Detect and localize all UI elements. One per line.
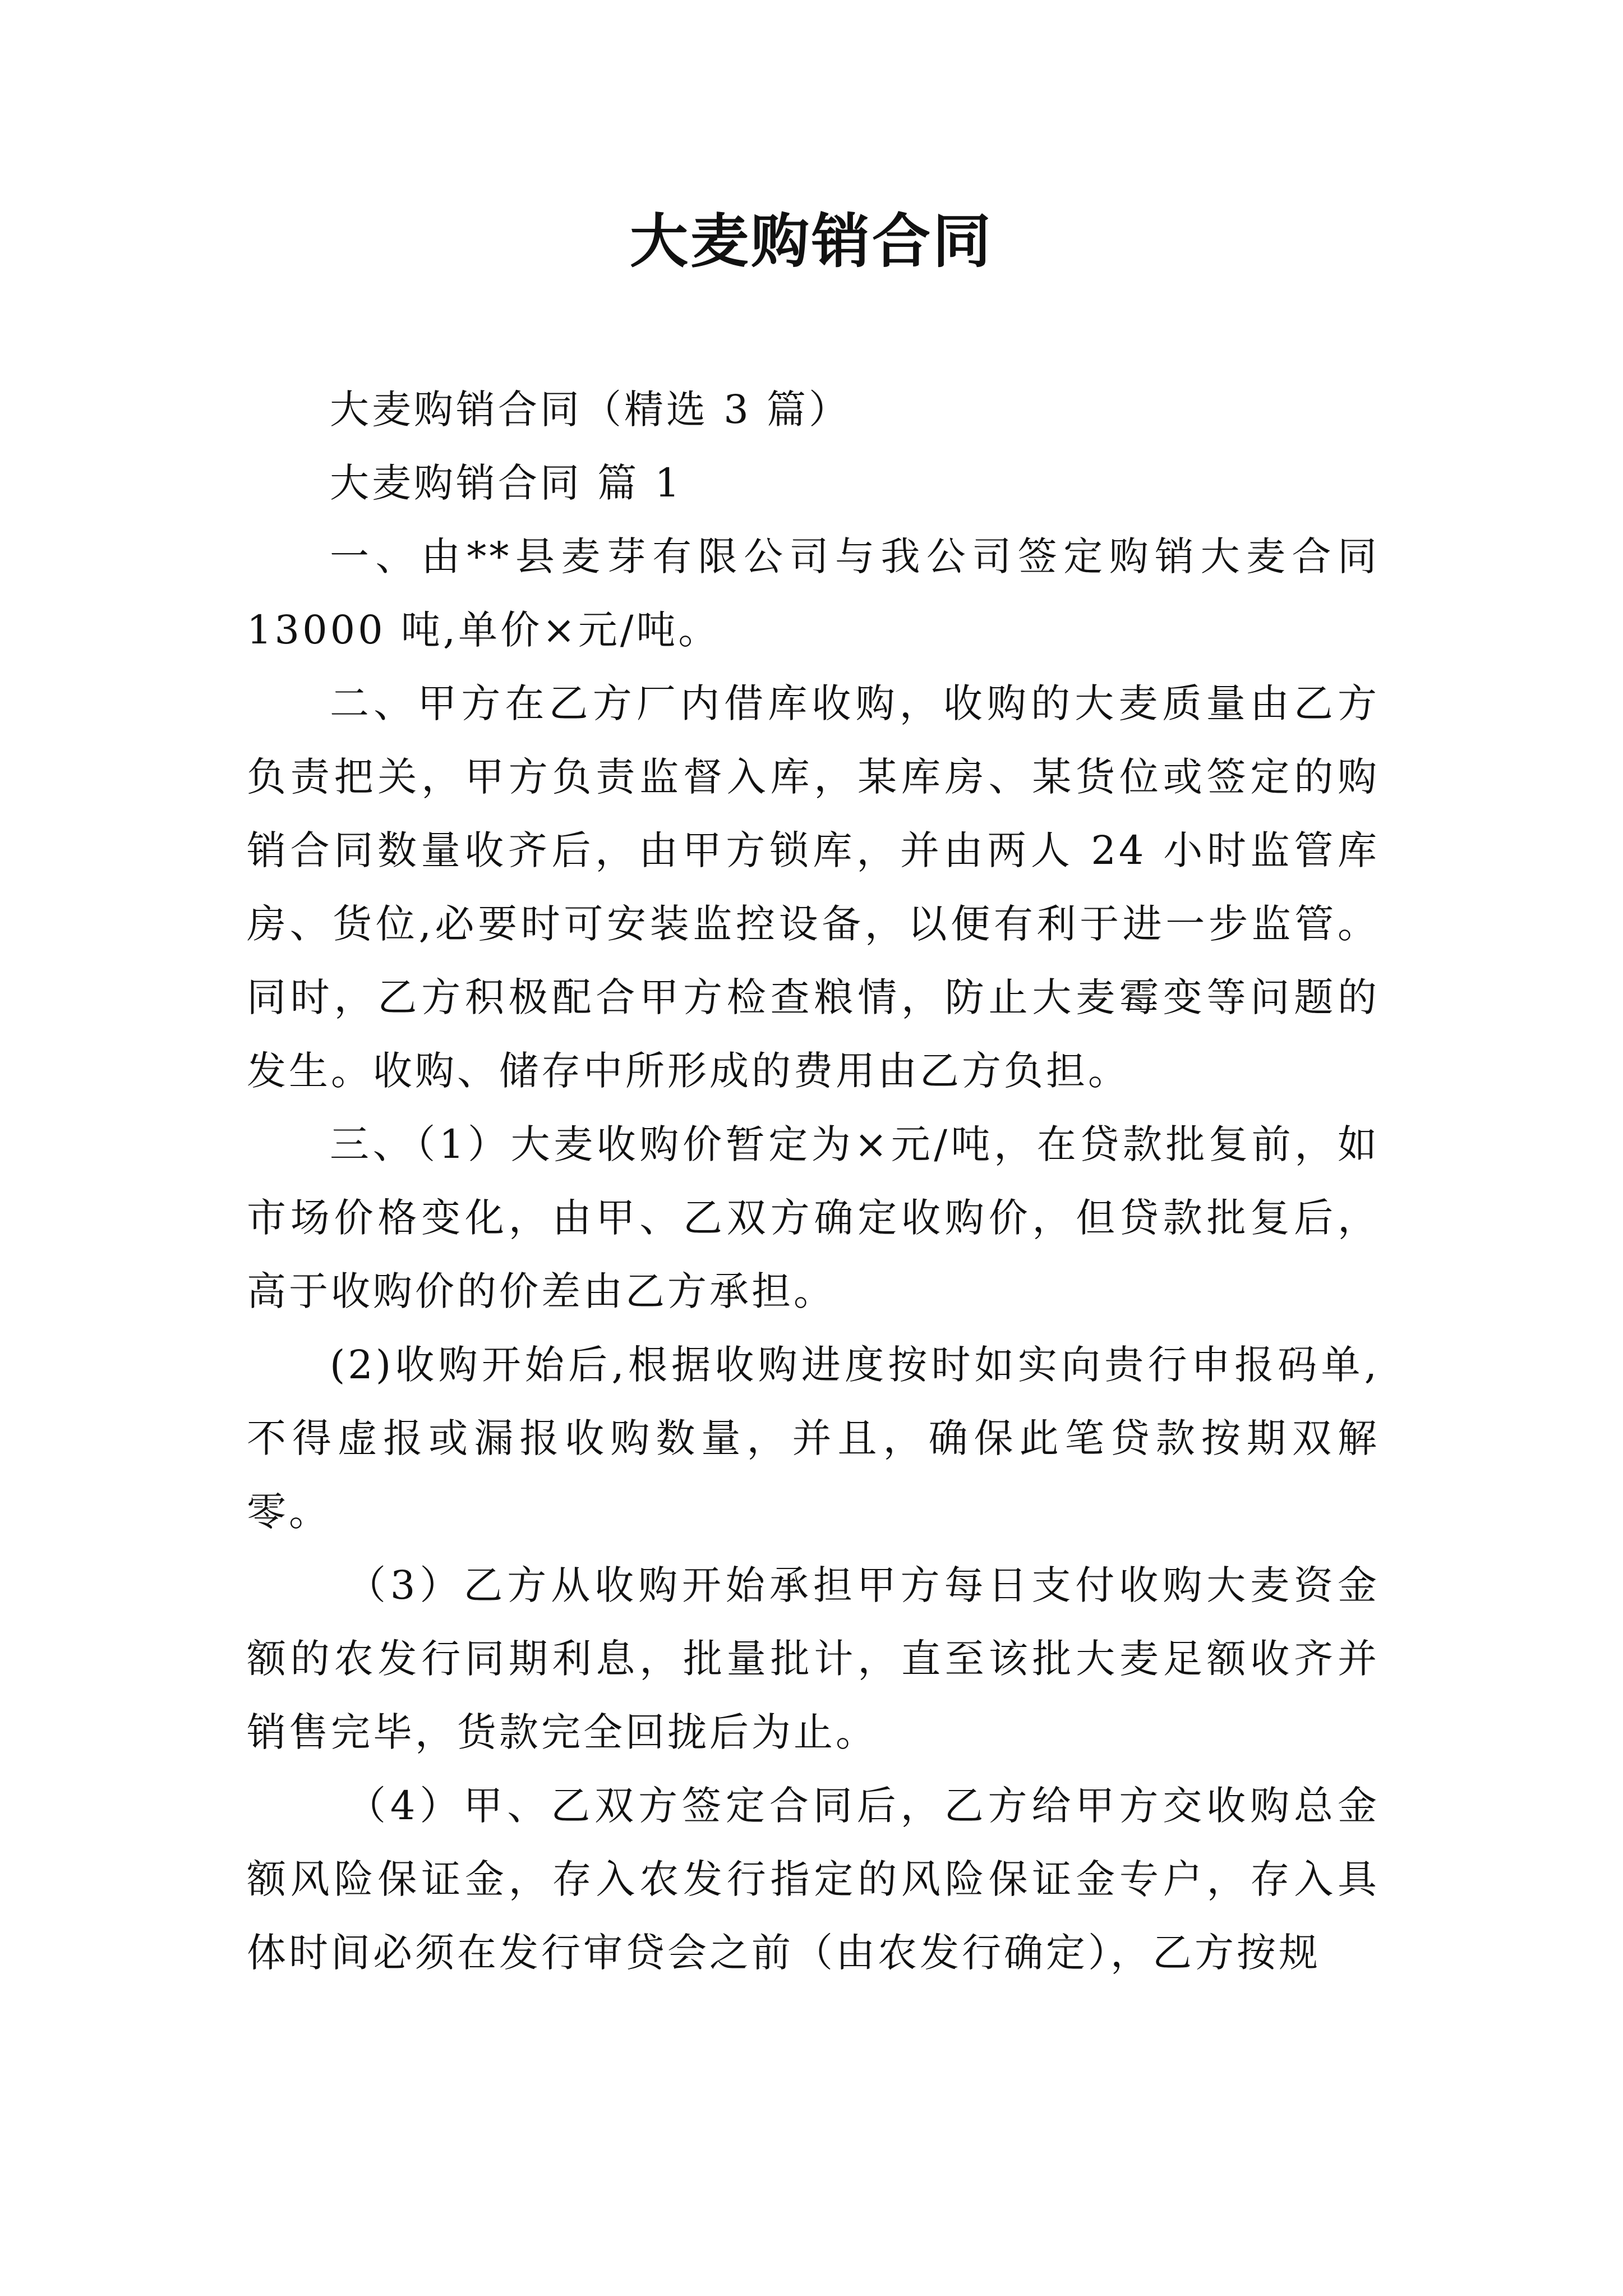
paragraph-clause-3-1: 三、（1）大麦收购价暂定为×元/吨，在贷款批复前，如市场价格变化，由甲、乙双方确定收购价，但贷款批复后，高于收购价的价差由乙方承担。 — [247, 1121, 1380, 1314]
document-body — [247, 373, 1380, 1990]
paragraph-section-heading: 大麦购销合同 篇 1 — [330, 460, 683, 506]
paragraph-clause-3-4: （4）甲、乙双方签定合同后，乙方给甲方交收购总金额风险保证金，存入农发行指定的风险保证金专户，存入具体时间必须在发行审贷会之前（由农发行确定），乙方按规 — [247, 1783, 1380, 1976]
paragraph-clause-1: 一、由**县麦芽有限公司与我公司签定购销大麦合同 13000 吨,单价×元/吨。 — [247, 533, 1380, 653]
paragraph-clause-2: 二、甲方在乙方厂内借库收购，收购的大麦质量由乙方负责把关，甲方负责监督入库，某库房、某货位或签定的购销合同数量收齐后，由甲方锁库，并由两人 24 小时监管库房、货位,必要时可安装监控设备，以便有利于进一步监管。同时，乙方积极配合甲方检查粮情，防止大麦霉变等问题的发生。收购、储存中所形成的费用由乙方负担。 — [247, 680, 1380, 1094]
paragraph-subtitle: 大麦购销合同（精选 3 篇） — [330, 386, 851, 432]
paragraph-clause-3-3: （3）乙方从收购开始承担甲方每日支付收购大麦资金额的农发行同期利息，批量批计，直至该批大麦足额收齐并销售完毕，货款完全回拢后为止。 — [247, 1562, 1380, 1755]
document-title: 大麦购销合同 — [629, 206, 993, 275]
paragraph-clause-3-2: (2)收购开始后,根据收购进度按时如实向贵行申报码单,不得虚报或漏报收购数量，并且，确保此笔贷款按期双解零。 — [247, 1342, 1380, 1535]
